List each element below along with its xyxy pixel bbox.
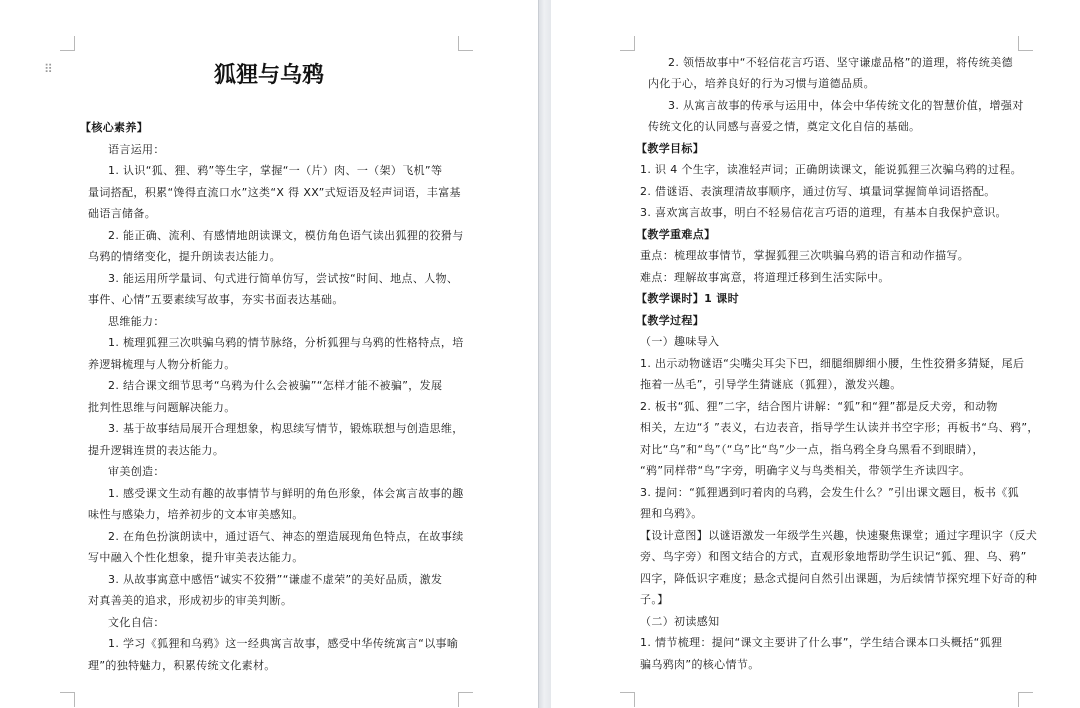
paragraph-line: 3. 能运用所学量词、句式进行简单仿写，尝试按“时间、地点、人物、 bbox=[108, 272, 459, 285]
paragraph-line: 骗乌鸦肉”的核心情节。 bbox=[640, 658, 760, 671]
subheading-first-reading: （二）初读感知 bbox=[640, 615, 720, 628]
paragraph-line: 3. 基于故事结局展开合理想象，构思续写情节，锻炼联想与创造思维， bbox=[108, 422, 464, 435]
section-heading-core-literacy: 【核心素养】 bbox=[80, 121, 149, 134]
paragraph-line: 四字，降低识字难度；悬念式提问自然引出课题，为后续情节探究埋下好奇的种 bbox=[640, 572, 1038, 585]
paragraph-line: 拖着一丛毛”，引导学生猜谜底（狐狸），激发兴趣。 bbox=[640, 378, 902, 391]
drag-handle-icon[interactable]: ⠿ bbox=[44, 62, 54, 76]
paragraph-line: 事件、心情”五要素续写故事，夯实书面表达基础。 bbox=[88, 293, 344, 306]
paragraph-line: 2. 能正确、流利、有感情地朗读课文，模仿角色语气读出狐狸的狡猾与 bbox=[108, 229, 464, 242]
document-page-left bbox=[0, 0, 538, 708]
document-title: 狐狸与乌鸦 bbox=[213, 62, 324, 88]
paragraph-line: 2. 借谜语、表演理清故事顺序，通过仿写、填量词掌握简单词语搭配。 bbox=[640, 185, 996, 198]
paragraph-line: 对比“乌”和“鸟”（“乌”比“鸟”少一点，指乌鸦全身乌黑看不到眼睛）， bbox=[640, 443, 984, 456]
paragraph-line: 写中融入个性化想象，提升审美表达能力。 bbox=[88, 551, 304, 564]
paragraph-line: 2. 结合课文细节思考“乌鸦为什么会被骗”“怎样才能不被骗”，发展 bbox=[108, 379, 443, 392]
margin-corner-top-right bbox=[458, 36, 473, 51]
paragraph-line: 传统文化的认同感与喜爱之情，奠定文化自信的基础。 bbox=[648, 120, 921, 133]
margin-corner-bottom-left bbox=[60, 692, 75, 707]
subheading-aesthetic: 审美创造： bbox=[108, 465, 165, 478]
paragraph-line: “鸦”同样带“鸟”字旁，明确字义与鸟类相关，带领学生齐读四字。 bbox=[640, 464, 971, 477]
paragraph-line: 1. 感受课文生动有趣的故事情节与鲜明的角色形象，体会寓言故事的趣 bbox=[108, 487, 464, 500]
paragraph-line: 旁、鸟字旁）和图文结合的方式，直观形象地帮助学生识记“狐、狸、乌、鸦” bbox=[640, 550, 1027, 563]
paragraph-line: 提升逻辑连贯的表达能力。 bbox=[88, 444, 225, 457]
paragraph-line: 1. 学习《狐狸和乌鸦》这一经典寓言故事，感受中华传统寓言“以事喻 bbox=[108, 637, 459, 650]
paragraph-line: 乌鸦的情绪变化，提升朗读表达能力。 bbox=[88, 250, 281, 263]
subheading-culture: 文化自信： bbox=[108, 616, 165, 629]
subheading-language: 语言运用： bbox=[108, 143, 165, 156]
paragraph-line: 狸和乌鸦》。 bbox=[640, 507, 703, 520]
paragraph-line: 1. 情节梳理：提问“课文主要讲了什么事”，学生结合课本口头概括“狐狸 bbox=[640, 636, 1003, 649]
paragraph-line: 3. 从故事寓意中感悟“诚实不狡猾”“谦虚不虚荣”的美好品质，激发 bbox=[108, 573, 443, 586]
paragraph-line: 难点：理解故事寓意，将道理迁移到生活实际中。 bbox=[640, 271, 890, 284]
paragraph-line: 量词搭配，积累“馋得直流口水”这类“X 得 XX”式短语及轻声词语，丰富基 bbox=[88, 186, 461, 199]
paragraph-line: 内化于心，培养良好的行为习惯与道德品质。 bbox=[648, 77, 875, 90]
paragraph-line: 2. 板书“狐、狸”二字，结合图片讲解：“狐”和“狸”都是反犬旁，和动物 bbox=[640, 400, 998, 413]
paragraph-line: 1. 认识“狐、狸、鸦”等生字，掌握“一（片）肉、一（架）飞机”等 bbox=[108, 164, 443, 177]
paragraph-line: 3. 提问：“狐狸遇到叼着肉的乌鸦，会发生什么？”引出课文题目，板书《狐 bbox=[640, 486, 1019, 499]
paragraph-line: 养逻辑梳理与人物分析能力。 bbox=[88, 358, 236, 371]
paragraph-line: 3. 从寓言故事的传承与运用中，体会中华传统文化的智慧价值，增强对 bbox=[668, 99, 1024, 112]
section-heading-teaching-goals: 【教学目标】 bbox=[636, 142, 705, 155]
paragraph-line: 相关，左边“犭”表义，右边表音，指导学生认读并书空字形；再板书“乌、鸦”， bbox=[640, 421, 1039, 434]
section-heading-key-points: 【教学重难点】 bbox=[636, 228, 716, 241]
margin-corner-top-right bbox=[1018, 36, 1033, 51]
subheading-thinking: 思维能力： bbox=[108, 315, 165, 328]
paragraph-line: 对真善美的追求，形成初步的审美判断。 bbox=[88, 594, 293, 607]
subheading-intro: （一）趣味导入 bbox=[640, 335, 720, 348]
paragraph-line: 3. 喜欢寓言故事，明白不轻易信花言巧语的道理，有基本自我保护意识。 bbox=[640, 206, 1007, 219]
paragraph-line: 2. 在角色扮演朗读中，通过语气、神态的塑造展现角色特点，在故事续 bbox=[108, 530, 464, 543]
paragraph-line: 2. 领悟故事中“不轻信花言巧语、坚守谦虚品格”的道理，将传统美德 bbox=[668, 56, 1013, 69]
section-heading-teaching-process: 【教学过程】 bbox=[636, 314, 705, 327]
paragraph-line: 子。】 bbox=[640, 593, 669, 606]
margin-corner-bottom-left bbox=[620, 692, 635, 707]
margin-corner-bottom-right bbox=[458, 692, 473, 707]
paragraph-line: 础语言储备。 bbox=[88, 207, 157, 220]
margin-corner-bottom-right bbox=[1018, 692, 1033, 707]
margin-corner-top-left bbox=[60, 36, 75, 51]
section-heading-class-hours: 【教学课时】1 课时 bbox=[636, 292, 739, 305]
design-intent-line: 【设计意图】以谜语激发一年级学生兴趣，快速聚焦课堂；通过字理识字（反犬 bbox=[640, 529, 1038, 542]
document-page-right bbox=[551, 0, 1080, 708]
margin-corner-top-left bbox=[620, 36, 635, 51]
paragraph-line: 理”的独特魅力，积累传统文化素材。 bbox=[88, 659, 276, 672]
paragraph-line: 1. 识 4 个生字，读准轻声词；正确朗读课文，能说狐狸三次骗乌鸦的过程。 bbox=[640, 163, 1022, 176]
paragraph-line: 味性与感染力，培养初步的文本审美感知。 bbox=[88, 508, 304, 521]
paragraph-line: 重点：梳理故事情节，掌握狐狸三次哄骗乌鸦的语言和动作描写。 bbox=[640, 249, 970, 262]
paragraph-line: 批判性思维与问题解决能力。 bbox=[88, 401, 236, 414]
paragraph-line: 1. 梳理狐狸三次哄骗乌鸦的情节脉络，分析狐狸与乌鸦的性格特点，培 bbox=[108, 336, 464, 349]
paragraph-line: 1. 出示动物谜语“尖嘴尖耳尖下巴，细腿细脚细小腰，生性狡猾多猜疑，尾后 bbox=[640, 357, 1025, 370]
